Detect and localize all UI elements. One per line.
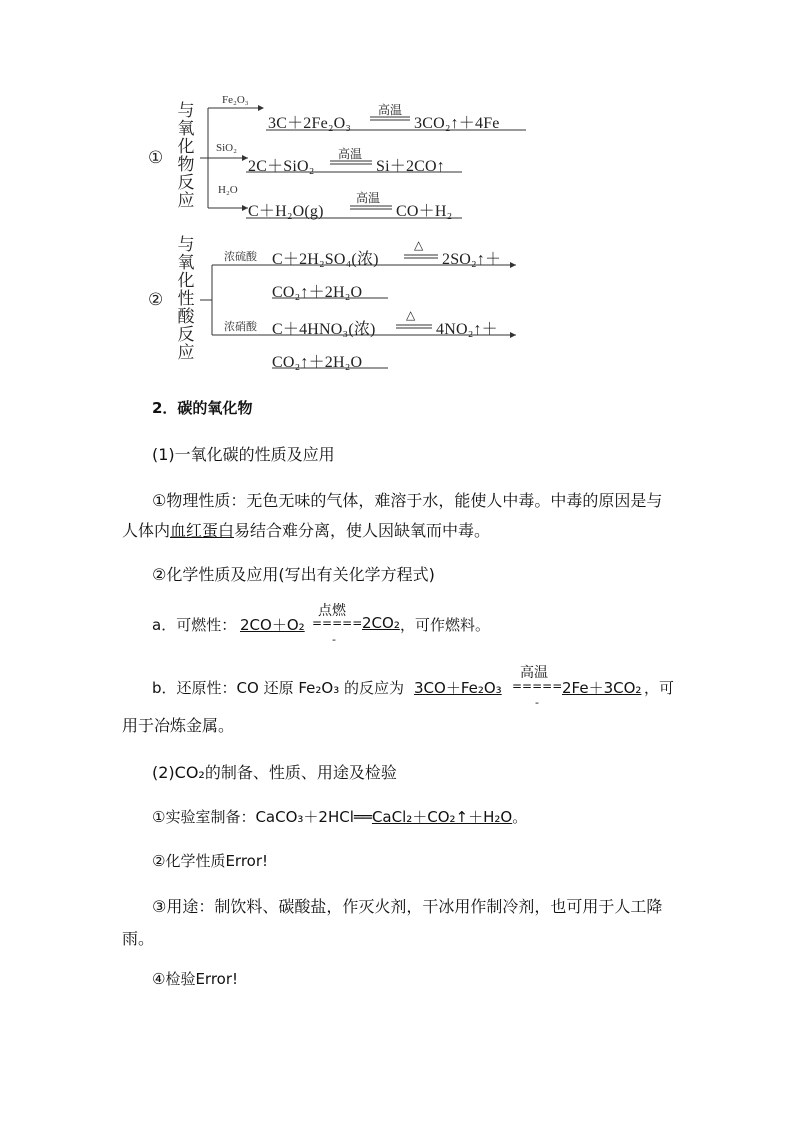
branch-1-rhs: 3CO₂↑＋4Fe: [414, 115, 500, 132]
branch-4-rhs: 2SO₂↑＋: [442, 251, 502, 268]
branch-3-rhs: CO＋H₂: [396, 203, 453, 220]
branch-5-lhs: C＋4HNO₃(浓): [272, 321, 376, 338]
diagram-lines: [140, 90, 560, 390]
branch-5-condition: 浓硝酸: [224, 321, 257, 333]
branch-3-condition: H₂O: [218, 184, 238, 196]
item-a-condition: 点燃: [318, 603, 346, 619]
dash-mark: -: [332, 633, 336, 646]
label-char: 性: [177, 289, 195, 308]
label-char: 应: [177, 191, 195, 210]
label-char: 与: [177, 235, 195, 254]
label-char: 反: [177, 173, 195, 192]
branch-5-cond-over: △: [406, 308, 416, 322]
branch-1-condition: Fe₂O₃: [222, 94, 249, 106]
branch-2-cond-over: 高温: [338, 147, 363, 161]
item-b-line-2: 用于冶炼金属。: [122, 716, 235, 735]
paragraph-physical-1: ①物理性质：无色无味的气体，难溶于水，能使人中毒。中毒的原因是与: [152, 491, 663, 510]
subsection-2-title: (2)CO₂的制备、性质、用途及检验: [152, 763, 397, 782]
equals-sign: ══: [353, 808, 372, 826]
item-b-lhs: 3CO＋Fe₂O₃: [414, 679, 502, 697]
dash-mark: -: [535, 696, 539, 709]
label-char: 酸: [177, 307, 195, 326]
branch-4-continuation: CO₂↑＋2H₂O: [272, 284, 363, 301]
lab-preparation: [152, 806, 527, 827]
branch-3-cond-over: 高温: [356, 191, 381, 205]
item-2-vertical-label: [176, 236, 196, 362]
item-1-marker: ①: [148, 148, 164, 167]
item-a-rhs: 2CO₂: [362, 614, 400, 632]
uses-line-1: ③用途：制饮料、碳酸盐，作灭火剂，干冰用作制冷剂，也可用于人工降: [152, 897, 663, 916]
label-char: 物: [177, 155, 195, 174]
item-2-marker: ②: [148, 290, 164, 309]
branch-4-cond-over: △: [414, 238, 424, 252]
branch-5-continuation: CO₂↑＋2H₂O: [272, 354, 363, 371]
text-span: 易结合难分离，使人因缺氧而中毒。: [234, 521, 491, 540]
item-a-prefix: a．可燃性：: [152, 616, 237, 634]
label-char: 应: [177, 343, 195, 362]
uses-line-2: 雨。: [122, 929, 155, 948]
section-heading: 2．碳的氧化物: [152, 399, 253, 417]
test-method: ④检验Error!: [152, 970, 239, 988]
label-char: 化: [177, 137, 195, 156]
branch-2-condition: SiO₂: [216, 142, 237, 154]
paragraph-physical-2: [122, 518, 490, 541]
item-b-condition: 高温: [520, 665, 548, 681]
item-a-eq-sign: =====: [312, 616, 363, 630]
underlined-answer: 血红蛋白: [170, 521, 235, 540]
item-a-suffix: ，可作燃料。: [400, 616, 491, 634]
item-b-prefix: b．还原性：CO 还原 Fe₂O₃ 的反应为: [152, 679, 404, 697]
label-char: 化: [177, 271, 195, 290]
branch-1-cond-over: 高温: [378, 103, 403, 117]
item-b-suffix: ，可: [644, 679, 675, 697]
text-span: 。: [512, 808, 528, 826]
branch-4-lhs: C＋2H₂SO₄(浓): [272, 251, 379, 268]
underlined-answer: CaCl₂＋CO₂↑＋H₂O: [371, 808, 513, 826]
chemical-properties-co2: ②化学性质Error!: [152, 852, 269, 870]
item-a-lhs: 2CO＋O₂: [240, 616, 305, 634]
item-b-rhs: 2Fe＋3CO₂: [562, 679, 642, 697]
label-char: 氧: [177, 253, 195, 272]
branch-4-condition: 浓硫酸: [224, 251, 257, 263]
label-char: 与: [177, 101, 195, 120]
paragraph-chemical: ②化学性质及应用(写出有关化学方程式): [152, 565, 435, 584]
text-span: 人体内: [122, 521, 171, 540]
carbon-reaction-diagram: [140, 90, 560, 390]
text-span: ①实验室制备：CaCO₃＋2HCl: [152, 808, 354, 826]
branch-1-lhs: 3C＋2Fe₂O₃: [268, 115, 352, 132]
label-char: 氧: [177, 119, 195, 138]
branch-3-lhs: C＋H₂O(g): [248, 203, 324, 220]
subsection-1-title: (1)一氧化碳的性质及应用: [152, 445, 335, 464]
branch-2-rhs: Si＋2CO↑: [376, 158, 445, 175]
item-1-vertical-label: [176, 102, 196, 210]
branch-2-lhs: 2C＋SiO₂: [248, 158, 315, 175]
label-char: 反: [177, 325, 195, 344]
item-b-eq-sign: =====: [512, 679, 563, 693]
branch-5-rhs: 4NO₂↑＋: [436, 321, 498, 338]
